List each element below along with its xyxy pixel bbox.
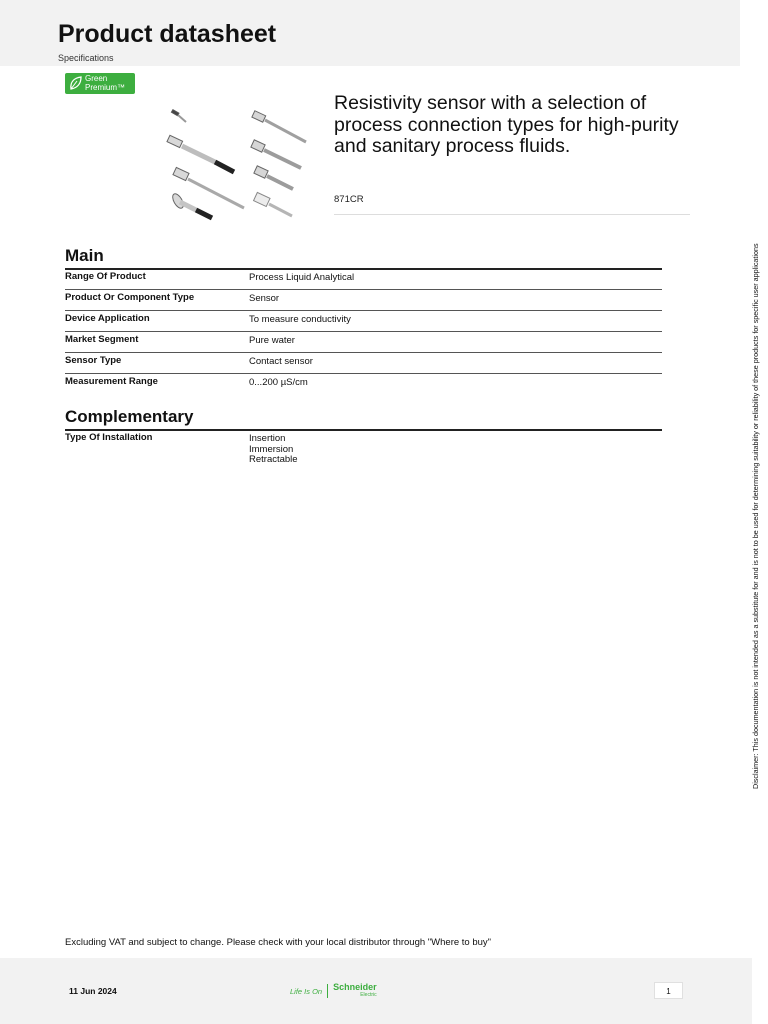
spec-label: Type Of Installation <box>65 432 153 443</box>
spec-label: Market Segment <box>65 334 139 345</box>
spec-label: Measurement Range <box>65 376 158 387</box>
section-rule-main <box>65 268 662 270</box>
page-title: Product datasheet <box>58 20 277 48</box>
spec-label: Product Or Component Type <box>65 292 195 303</box>
section-rule-complementary <box>65 429 662 431</box>
logo-brand-sub: Electric <box>360 992 377 998</box>
spec-value-item: Insertion <box>249 433 286 444</box>
section-title-complementary: Complementary <box>65 407 194 426</box>
row-divider <box>65 331 662 332</box>
spec-label: Device Application <box>65 313 150 324</box>
product-description: Resistivity sensor with a selection of process connection types for high-purity and sanitary process fluids. <box>334 92 679 157</box>
sensor-right-1-icon <box>252 111 306 142</box>
spec-value: Sensor <box>249 293 280 304</box>
logo-brand <box>333 983 377 999</box>
disclaimer-text: Disclaimer: This documentation is not intended as a substitute for and is not to be used for determining suitability or reliability of these products for specific user applications <box>751 243 760 789</box>
page-subtitle: Specifications <box>58 53 114 63</box>
badge-line-1: Green <box>85 74 108 83</box>
spec-label: Range Of Product <box>65 271 146 282</box>
section-title-main: Main <box>65 246 104 265</box>
sensor-long-black-icon <box>167 135 234 172</box>
page-number: 1 <box>654 982 683 999</box>
sensor-flange-icon <box>171 192 212 218</box>
reference-divider <box>334 214 690 215</box>
row-divider <box>65 289 662 290</box>
spec-label: Sensor Type <box>65 355 122 366</box>
green-premium-badge <box>65 73 135 94</box>
sensor-small-icon <box>171 110 186 122</box>
spec-value: Process Liquid Analytical <box>249 272 355 283</box>
sensor-right-4-icon <box>254 192 292 216</box>
spec-value-list <box>249 434 298 466</box>
spec-value-item: Immersion <box>249 443 294 455</box>
sensor-right-2-icon <box>251 140 301 168</box>
spec-value-item: Retractable <box>249 454 298 465</box>
vat-note: Excluding VAT and subject to change. Please check with your local distributor through "Where to buy" <box>65 937 492 948</box>
row-divider <box>65 352 662 353</box>
badge-line-2: Premium™ <box>85 82 126 92</box>
product-image <box>160 100 310 225</box>
sensor-right-3-icon <box>254 166 293 189</box>
spec-value: Pure water <box>249 335 295 346</box>
logo-separator <box>327 984 328 998</box>
product-reference: 871CR <box>334 194 364 205</box>
row-divider <box>65 373 662 374</box>
leaf-icon <box>69 76 82 91</box>
spec-value: Contact sensor <box>249 356 313 367</box>
spec-value: 0...200 µS/cm <box>249 377 308 388</box>
schneider-logo <box>290 983 377 999</box>
logo-brand-name: Schneider <box>333 982 377 992</box>
footer-date: 11 Jun 2024 <box>69 986 117 996</box>
spec-value: To measure conductivity <box>249 314 351 325</box>
row-divider <box>65 310 662 311</box>
logo-tagline: Life Is On <box>290 986 323 996</box>
